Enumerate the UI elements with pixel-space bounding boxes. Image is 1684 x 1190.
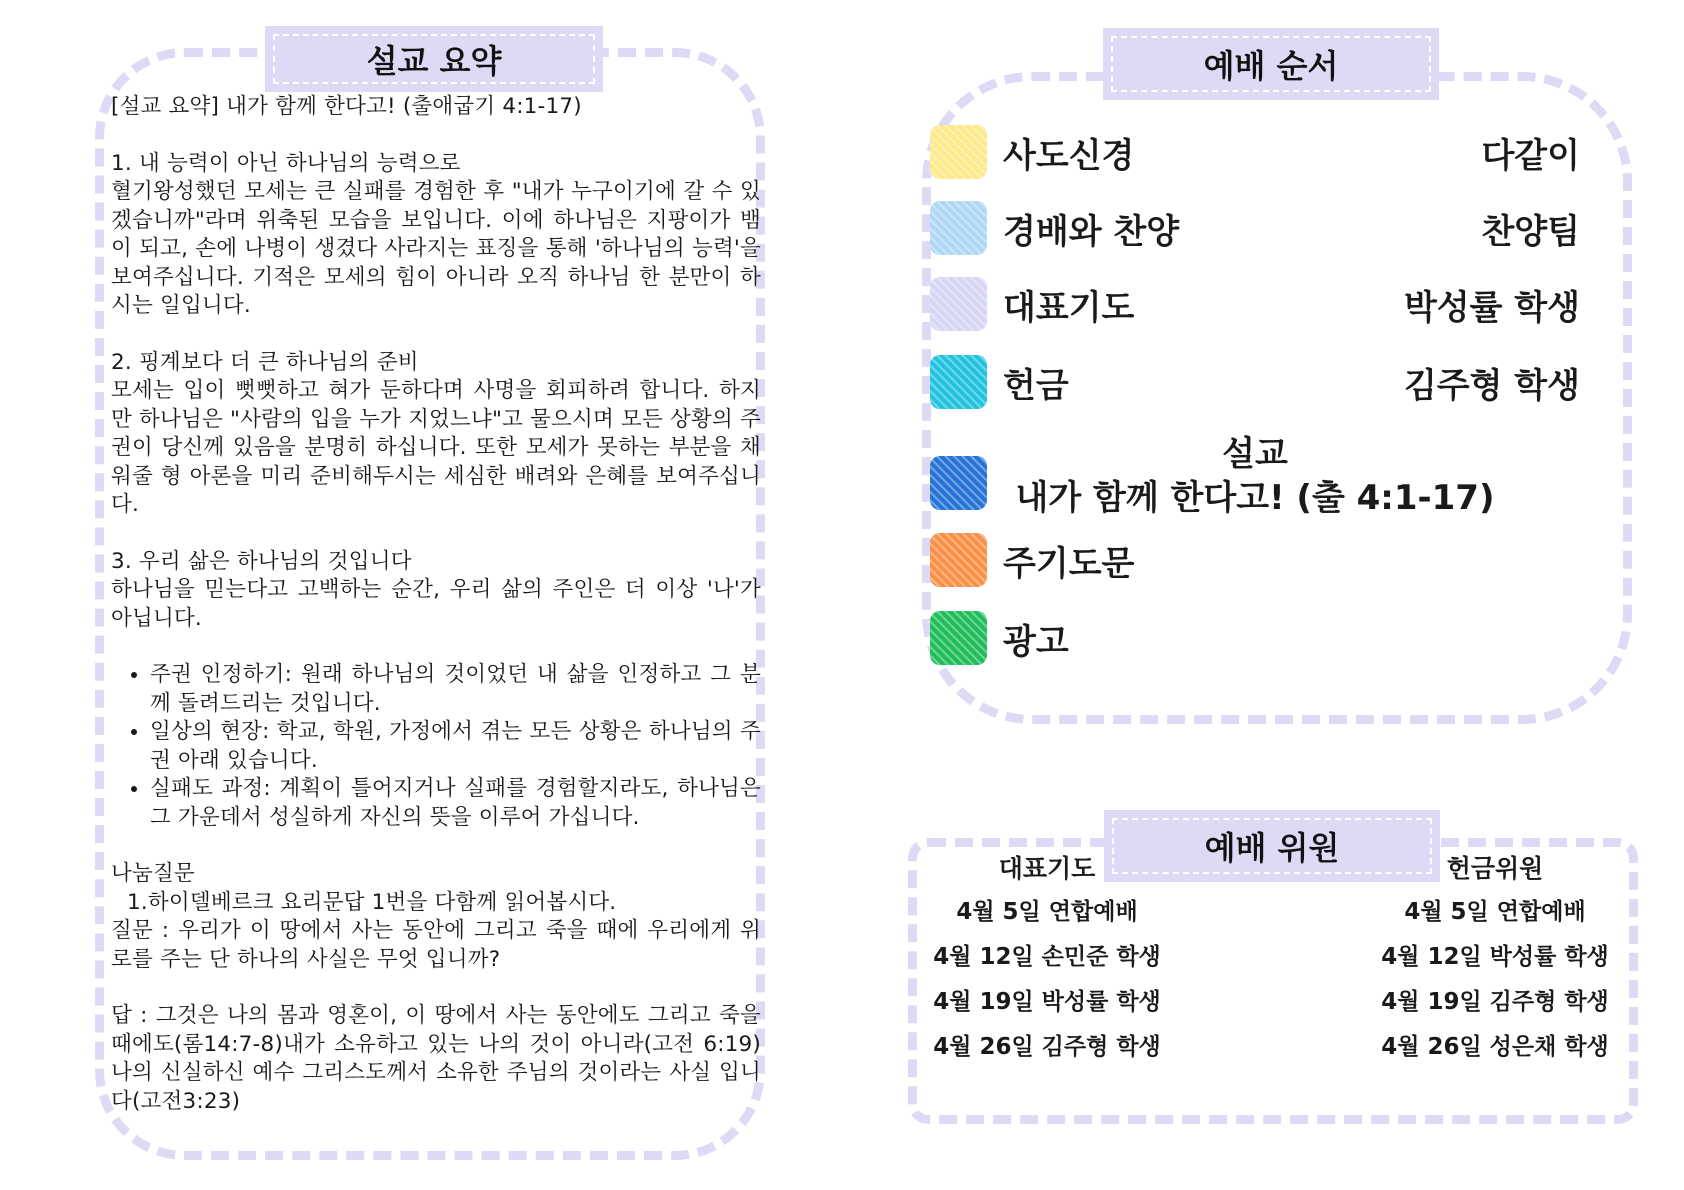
order-item <box>930 530 1580 590</box>
order-item-label: 경배와 찬양 <box>1003 212 1180 252</box>
sermon-panel-title: 설교 요약 <box>366 42 502 80</box>
prayer-schedule-item: 4월 26일 김주형 학생 <box>933 1034 1161 1060</box>
order-item-leader: 다같이 <box>1481 136 1580 176</box>
bullet-item: • 일상의 현장: 학교, 학원, 가정에서 겪는 모든 상황은 하나님의 주권 아래 있습니다. <box>150 718 761 775</box>
color-swatch <box>930 355 987 409</box>
offering-schedule-item: 4월 12일 박성률 학생 <box>1381 944 1609 970</box>
order-item <box>930 352 1580 412</box>
order-item-leader: 찬양팀 <box>1481 212 1580 252</box>
order-panel-title-tab <box>1103 28 1439 100</box>
share-title: 나눔질문 <box>111 861 195 886</box>
order-item-label: 대표기도 <box>1003 288 1135 328</box>
order-panel-title: 예배 순서 <box>1203 47 1339 85</box>
point3-title: 3. 우리 삶은 하나님의 것입니다 <box>111 548 412 574</box>
share-question-1: 1.하이델베르크 요리문답 1번을 다함께 읽어봅시다. <box>127 889 617 915</box>
prayer-header: 대표기도 <box>998 854 1096 883</box>
color-swatch <box>930 125 987 179</box>
share-answer: 답 : 그것은 나의 몸과 영혼이, 이 땅에서 사는 동안에도 그리고 죽을 때에도(롬14:7-8)내가 소유하고 있는 나의 것이 아니라(고전 6:19)나의 신실하신 예수 그리스도께서 소유한 주님의 것이라는 사실 입니다(고전3:23) <box>111 1003 761 1114</box>
sermon-summary-text <box>111 93 761 1116</box>
color-swatch <box>930 611 987 665</box>
point3-bullet-list <box>111 661 761 832</box>
order-item-label: 주기도문 <box>1003 544 1135 584</box>
order-item-label: 헌금 <box>1003 366 1069 406</box>
prayer-schedule-column <box>912 848 1182 1070</box>
bullet-item: • 실패도 과정: 계획이 틀어지거나 실패를 경험할지라도, 하나님은 그 가운데서 성실하게 자신의 뜻을 이루어 가십니다. <box>150 775 761 832</box>
bullet-item: • 주권 인정하기: 원래 하나님의 것이었던 내 삶을 인정하고 그 분께 돌려드리는 것입니다. <box>150 661 761 718</box>
prayer-schedule-item: 4월 19일 박성률 학생 <box>933 989 1161 1015</box>
sermon-panel-title-tab <box>265 26 603 92</box>
offering-schedule-column <box>1360 848 1630 1070</box>
sermon-item-label: 설교 <box>1222 434 1288 474</box>
order-item-label: 사도신경 <box>1003 136 1135 176</box>
order-item <box>930 608 1580 668</box>
color-swatch <box>930 201 987 255</box>
point3-body: 하나님을 믿는다고 고백하는 순간, 우리 삶의 주인은 더 이상 '나'가 아닙니다. <box>111 577 761 631</box>
order-item <box>930 198 1580 258</box>
order-item-leader: 김주형 학생 <box>1403 366 1580 406</box>
order-item-label: 광고 <box>1003 622 1069 662</box>
offering-schedule-item: 4월 26일 성은채 학생 <box>1381 1034 1609 1060</box>
prayer-schedule-item: 4월 12일 손민준 학생 <box>933 944 1161 970</box>
point1-body: 혈기왕성했던 모세는 큰 실패를 경험한 후 "내가 누구이기에 갈 수 있겠습니까"라며 위축된 모습을 보입니다. 이에 하나님은 지팡이가 뱀이 되고, 손에 나병이 생겼다 사라지는 표징을 통해 '하나님의 능력'을 보여주십니다. 기적은 모세의 힘이 아니라 오직 하나님 한 분만이 하시는 일입니다. <box>111 179 761 318</box>
staff-panel-title: 예배 위원 <box>1204 829 1340 867</box>
share-question-2: 질문 : 우리가 이 땅에서 사는 동안에 그리고 죽을 때에 우리에게 위로를 주는 단 하나의 사실은 무엇 입니까? <box>111 918 761 972</box>
color-swatch <box>930 533 987 587</box>
offering-schedule-item: 4월 19일 김주형 학생 <box>1381 989 1609 1015</box>
order-item-sermon <box>930 436 1580 524</box>
offering-schedule-item: 4월 5일 연합예배 <box>1404 899 1586 925</box>
point1-title: 1. 내 능력이 아닌 하나님의 능력으로 <box>111 150 461 176</box>
color-swatch <box>930 277 987 331</box>
point2-body: 모세는 입이 뻣뻣하고 혀가 둔하다며 사명을 회피하려 합니다. 하지만 하나님은 "사람의 입을 누가 지었느냐"고 물으시며 모든 상황의 주권이 당신께 있음을 분명히 하십니다. 또한 모세가 못하는 부분을 채워줄 형 아론을 미리 준비해두시는 세심한 배려와 은혜를 보여주십니다. <box>111 378 761 517</box>
order-item <box>930 274 1580 334</box>
order-item-leader: 박성률 학생 <box>1403 288 1580 328</box>
order-item <box>930 122 1580 182</box>
sermon-item-title: 내가 함께 한다고! (출 4:1-17) <box>1015 478 1495 518</box>
point2-title: 2. 핑계보다 더 큰 하나님의 준비 <box>111 349 419 375</box>
offering-header: 헌금위원 <box>1446 854 1544 883</box>
sermon-header-line: [설교 요약] 내가 함께 한다고! (출애굽기 4:1-17) <box>111 94 582 119</box>
prayer-schedule-item: 4월 5일 연합예배 <box>956 899 1138 925</box>
